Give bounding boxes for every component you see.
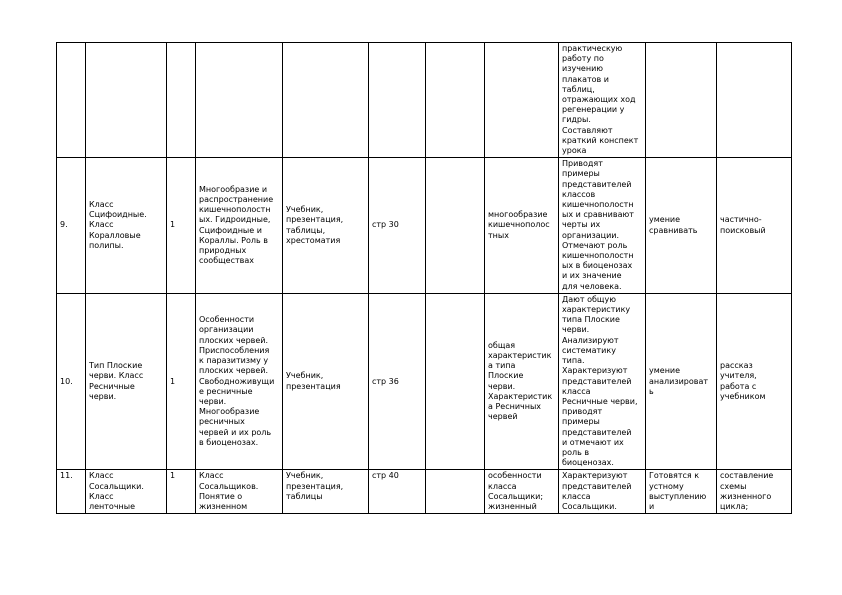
- lesson-plan-table: [56, 42, 792, 514]
- lesson-form-cell: [717, 43, 792, 158]
- lesson-skills-cell: умение сравнивать: [646, 158, 717, 294]
- lesson-blank-cell: [426, 43, 485, 158]
- lesson-activities-cell: Приводят примеры представителей классов кишечнополостн ых и сравнивают черты их организации. Отмечают роль кишечнополостн ых в биоценозах и их значение для человека.: [559, 158, 646, 294]
- table-row: [57, 158, 792, 294]
- table-row: [57, 293, 792, 469]
- table-row: [57, 43, 792, 158]
- lesson-topic-cell: [86, 43, 167, 158]
- lesson-homework-cell: стр 40: [369, 470, 426, 514]
- lesson-topic-cell: Тип Плоские черви. Класс Ресничные черви.: [86, 293, 167, 469]
- lesson-content-cell: Класс Сосальщиков. Понятие о жизненном: [196, 470, 283, 514]
- lesson-topic-cell: Класс Сцифоидные. Класс Коралловые полипы.: [86, 158, 167, 294]
- lesson-form-cell: составление схемы жизненного цикла;: [717, 470, 792, 514]
- lesson-content-cell: Многообразие и распространение кишечнополостн ых. Гидроидные, Сцифоидные и Кораллы. Роль в природных сообществах: [196, 158, 283, 294]
- lesson-blank-cell: [426, 470, 485, 514]
- lesson-content-cell: [196, 43, 283, 158]
- table-row: [57, 470, 792, 514]
- lesson-equipment-cell: Учебник, презентация, таблицы, хрестоматия: [283, 158, 369, 294]
- lesson-equipment-cell: [283, 43, 369, 158]
- lesson-homework-cell: стр 30: [369, 158, 426, 294]
- lesson-blank-cell: [426, 158, 485, 294]
- lesson-activities-cell: практическую работу по изучению плакатов и таблиц, отражающих ход регенерации у гидры. Составляют краткий конспект урока: [559, 43, 646, 158]
- lesson-form-cell: частично- поисковый: [717, 158, 792, 294]
- lesson-activities-cell: Дают общую характеристику типа Плоские черви. Анализируют систематику типа. Характеризуют представителей класса Ресничные черви, приводят примеры представителей и отмечают их роль в биоценозах.: [559, 293, 646, 469]
- lesson-hours-cell: 1: [167, 293, 196, 469]
- lesson-terms-cell: особенности класса Сосальщики; жизненный: [485, 470, 559, 514]
- lesson-terms-cell: общая характеристик а типа Плоские черви. Характеристик а Ресничных червей: [485, 293, 559, 469]
- lesson-blank-cell: [426, 293, 485, 469]
- lesson-hours-cell: 1: [167, 158, 196, 294]
- lesson-number-cell: 10.: [57, 293, 86, 469]
- lesson-activities-cell: Характеризуют представителей класса Сосальщики.: [559, 470, 646, 514]
- lesson-terms-cell: многообразие кишечнополос тных: [485, 158, 559, 294]
- lesson-terms-cell: [485, 43, 559, 158]
- lesson-equipment-cell: Учебник, презентация, таблицы: [283, 470, 369, 514]
- lesson-skills-cell: Готовятся к устному выступлению и: [646, 470, 717, 514]
- lesson-skills-cell: [646, 43, 717, 158]
- lesson-skills-cell: умение анализироват ь: [646, 293, 717, 469]
- lesson-hours-cell: 1: [167, 470, 196, 514]
- lesson-homework-cell: [369, 43, 426, 158]
- lesson-content-cell: Особенности организации плоских червей. Приспособления к паразитизму у плоских червей. Свободноживущи е ресничные черви. Многообразие ресничных червей и их роль в биоценозах.: [196, 293, 283, 469]
- lesson-number-cell: 9.: [57, 158, 86, 294]
- lesson-homework-cell: стр 36: [369, 293, 426, 469]
- lesson-number-cell: 11.: [57, 470, 86, 514]
- lesson-topic-cell: Класс Сосальщики. Класс ленточные: [86, 470, 167, 514]
- lesson-number-cell: [57, 43, 86, 158]
- lesson-equipment-cell: Учебник, презентация: [283, 293, 369, 469]
- lesson-hours-cell: [167, 43, 196, 158]
- lesson-form-cell: рассказ учителя, работа с учебником: [717, 293, 792, 469]
